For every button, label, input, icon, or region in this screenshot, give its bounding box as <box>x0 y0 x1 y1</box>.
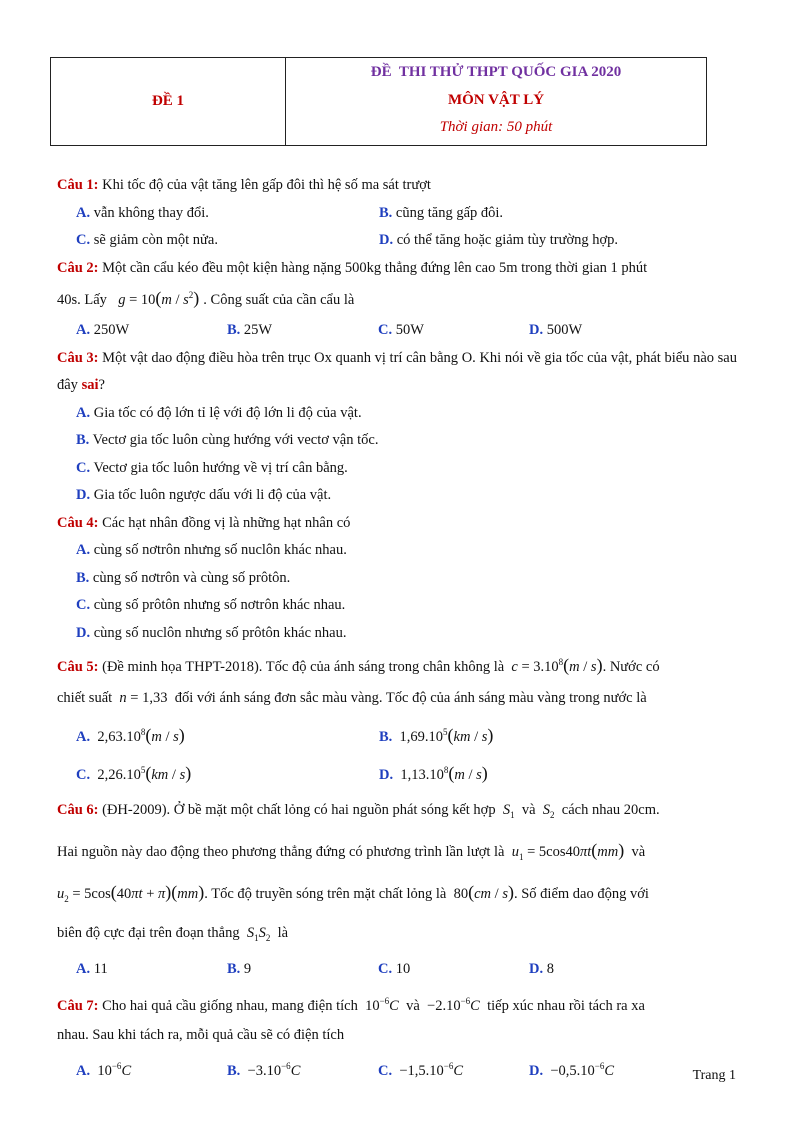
exam-code: ĐỀ 1 <box>51 58 286 145</box>
option-b: B. Vectơ gia tốc luôn cùng hướng với vectơ vận tốc. <box>76 432 379 449</box>
exam-subject: MÔN VẬT LÝ <box>447 91 545 108</box>
option-d: D. 8 <box>529 961 554 978</box>
option-c: C. 50W <box>378 322 424 339</box>
question-1: Câu 1: Khi tốc độ của vật tăng lên gấp đôi thì hệ số ma sát trượt <box>57 177 431 193</box>
option-a: A. Gia tốc có độ lớn tỉ lệ với độ lớn li độ của vật. <box>76 404 362 421</box>
option-c: C. Vectơ gia tốc luôn hướng về vị trí cân bằng. <box>76 459 348 476</box>
option-d: D. cùng số nuclôn nhưng số prôtôn khác nhau. <box>76 624 347 641</box>
option-c: C. $-1,5.10^{-6}C$ <box>378 1060 464 1079</box>
question-list <box>57 172 737 1088</box>
option-d: D. Gia tốc luôn ngược dấu với li độ của vật. <box>76 487 332 504</box>
option-d: D. 1,13.10$^8$(m / s) <box>379 762 488 783</box>
question-2: Câu 2: Một cần cẩu kéo đều một kiện hàng nặng 500kg thẳng đứng lên cao 5m trong thời gian 1 phút 40s. Lấy $g = 10(m / s^2)$ . Công suất của cần cẩu là <box>57 259 648 308</box>
option-a: A. $10^{-6}C$ <box>76 1060 132 1079</box>
option-c: C. sẽ giảm còn một nửa. <box>76 232 218 248</box>
option-d: D. 500W <box>529 322 583 339</box>
exam-title: ĐỀ THI THỬ THPT QUỐC GIA 2020 <box>370 63 622 80</box>
option-a: A. cùng số nơtrôn nhưng số nuclôn khác nhau. <box>76 542 347 559</box>
option-c: C. 10 <box>378 961 411 978</box>
option-a: A. 11 <box>76 961 108 978</box>
option-a: A. 250W <box>76 322 130 339</box>
exam-header <box>50 57 707 146</box>
option-c: C. 2,26.10$^5$(km / s) <box>76 762 192 783</box>
option-b: B. 9 <box>227 961 252 978</box>
question-7: Câu 7: Cho hai quả cầu giống nhau, mang điện tích $10^{-6}C$ và $-2.10^{-6}C$ tiếp xúc nhau rồi tách ra xa nhau. Sau khi tách ra, mỗi quả cầu sẽ có điện tích <box>57 995 645 1043</box>
option-a: A. vẫn không thay đổi. <box>76 204 209 221</box>
exam-time: Thời gian: 50 phút <box>439 118 553 135</box>
exam-info <box>286 58 706 145</box>
option-b: B. cùng số nơtrôn và cùng số prôtôn. <box>76 569 291 586</box>
option-c: C. cùng số prôtôn nhưng số nơtrôn khác nhau. <box>76 597 346 614</box>
question-4: Câu 4: Các hạt nhân đồng vị là những hạt nhân có <box>57 514 351 531</box>
option-b: B. cũng tăng gấp đôi. <box>379 204 504 221</box>
option-a: A. 2,63.10$^8$(m / s) <box>76 724 185 745</box>
question-5: Câu 5: (Đề minh họa THPT-2018). Tốc độ của ánh sáng trong chân không là $c = 3.10^8(m / s)$. Nước có chiết suất n = 1,33 đối với ánh sáng đơn sắc màu vàng. Tốc độ của ánh sáng màu vàng trong nước là <box>57 655 660 707</box>
option-d: D. có thể tăng hoặc giảm tùy trường hợp. <box>379 232 619 248</box>
option-d: D. $-0,5.10^{-6}C$ <box>529 1060 615 1079</box>
formula-c: $c = 3.10^8(m / s)$ <box>511 655 603 676</box>
formula-n: n = 1,33 <box>119 690 172 707</box>
question-3: Câu 3: Một vật dao động điều hòa trên trục Ox quanh vị trí cân bằng O. Khi nói về gia tốc của vật, phát biểu nào sau đây sai? <box>57 349 737 394</box>
formula-g: $g = 10(m / s^2)$ <box>118 287 200 308</box>
option-b: B. 25W <box>227 322 273 339</box>
page-number: Trang 1 <box>692 1068 736 1083</box>
option-b: B. 1,69.10$^5$(km / s) <box>379 724 494 745</box>
question-6: Câu 6: (ĐH-2009). Ở bề mặt một chất lỏng có hai nguồn phát sóng kết hợp $S_1$ và $S_2$ cách nhau 20cm. Hai nguồn này dao động theo phương thẳng đứng có phương trình lần lượt là $u_1 = 5\cos 40\pi t(mm)$ và $u_2 = 5\cos(40\pi t + \pi)(mm)$. Tốc độ truyền sóng trên mặt chất lỏng là 80(cm / s). Số điểm dao động với biên độ cực đại trên đoạn thẳng $S_1S_2$ là <box>57 801 660 944</box>
option-b: B. $-3.10^{-6}C$ <box>227 1060 301 1079</box>
